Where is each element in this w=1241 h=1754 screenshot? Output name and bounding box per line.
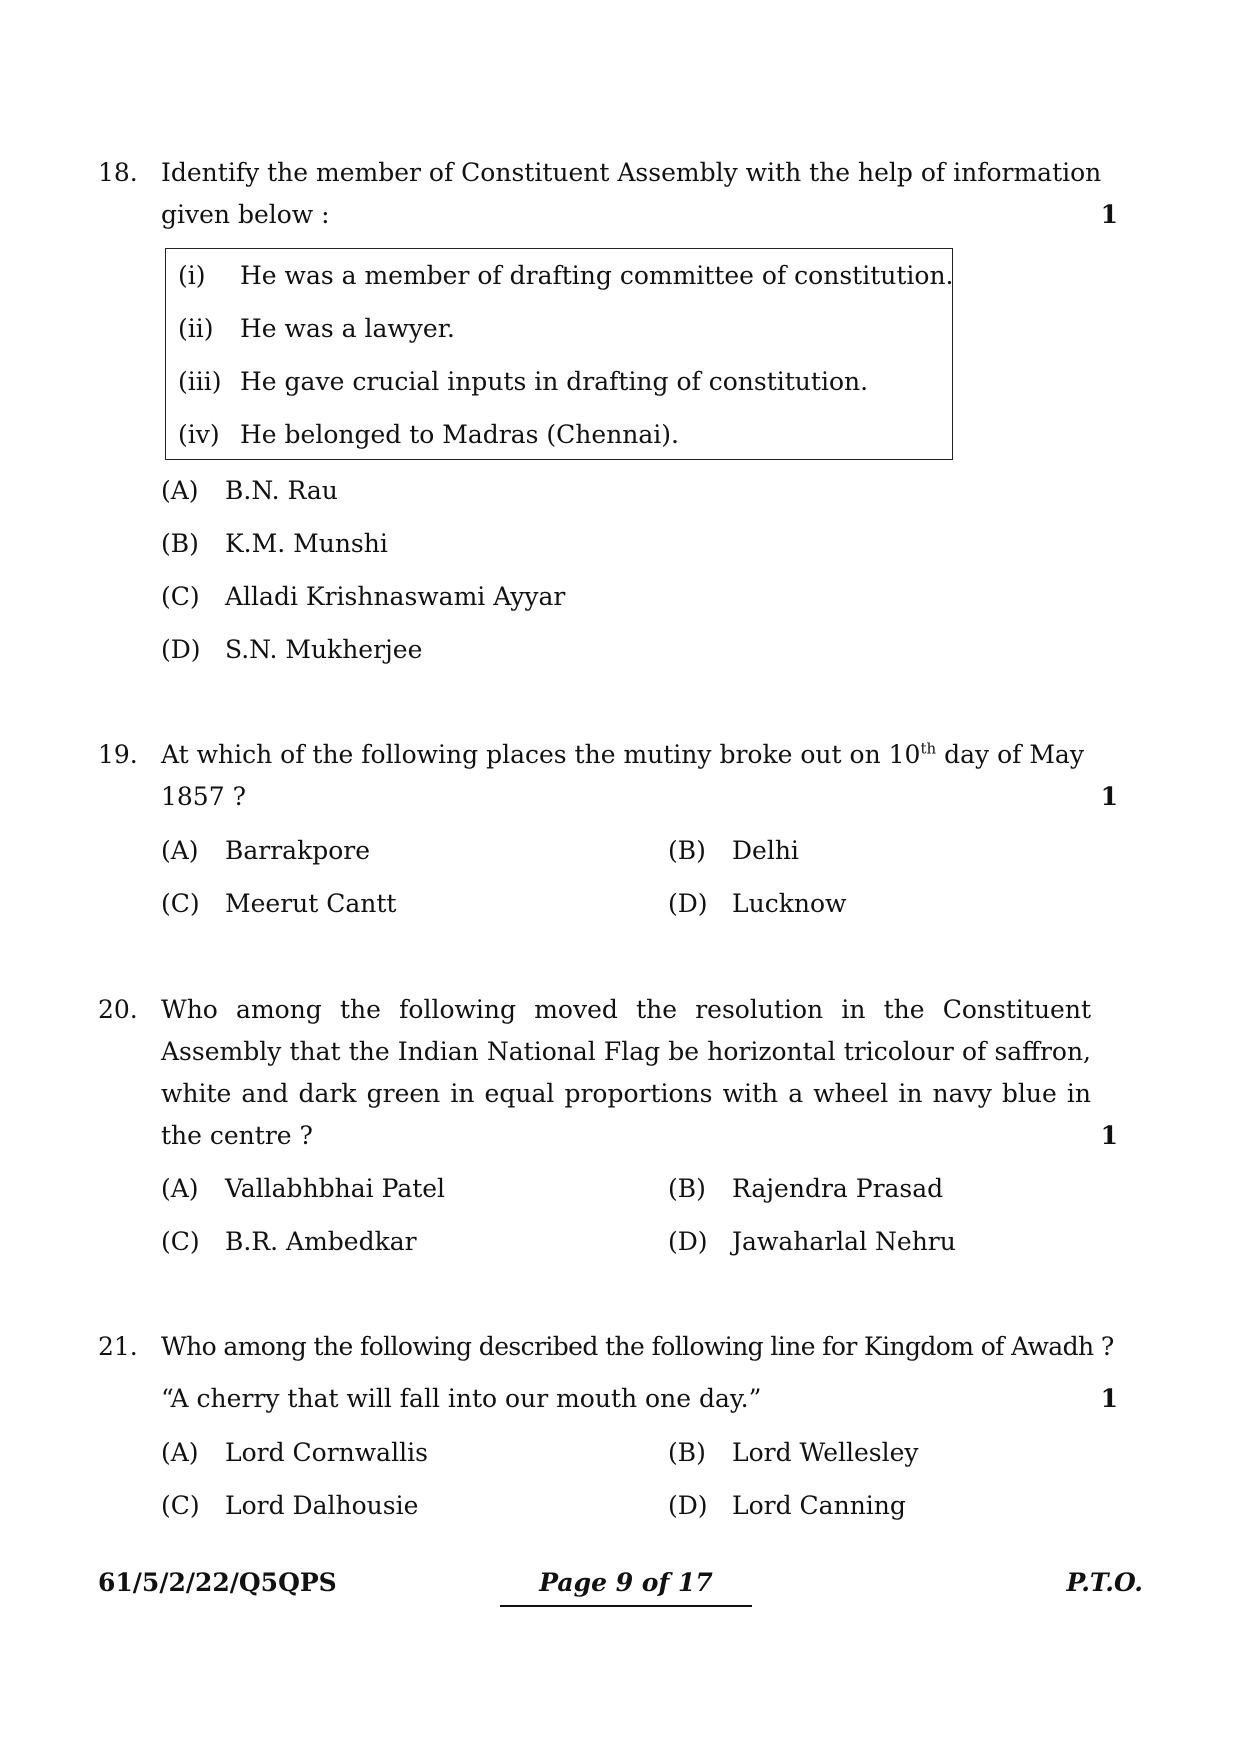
page-number: Page 9 of 17 <box>500 1568 752 1607</box>
question-text: white and dark green in equal proportions with a wheel in navy blue in <box>161 1079 1091 1108</box>
option-b[interactable]: (B) K.M. Munshi <box>161 529 388 558</box>
question-text: Identify the member of Constituent Assembly with the help of information <box>161 158 1102 187</box>
question-text: At which of the following places the mutiny broke out on 10th day of May <box>161 739 1084 769</box>
question-number: 21. <box>98 1332 138 1361</box>
option-b[interactable]: (B) Lord Wellesley <box>668 1438 919 1467</box>
question-text: given below : <box>161 200 330 229</box>
option-c[interactable]: (C) Alladi Krishnaswami Ayyar <box>161 582 566 611</box>
question-text: 1857 ? <box>161 782 246 811</box>
question-number: 18. <box>98 158 138 187</box>
option-d[interactable]: (D) Jawaharlal Nehru <box>668 1227 956 1256</box>
info-item: (i) He was a member of drafting committee of constitution. <box>178 261 954 290</box>
option-c[interactable]: (C) B.R. Ambedkar <box>161 1227 417 1256</box>
please-turn-over: P.T.O. <box>1066 1568 1143 1597</box>
info-item: (ii) He was a lawyer. <box>178 314 455 343</box>
option-b[interactable]: (B) Rajendra Prasad <box>668 1174 944 1203</box>
marks: 1 <box>1100 1384 1118 1413</box>
option-d[interactable]: (D) S.N. Mukherjee <box>161 635 423 664</box>
question-text: Who among the following described the following line for Kingdom of Awadh ? <box>161 1332 1114 1361</box>
option-a[interactable]: (A) Barrakpore <box>161 836 371 865</box>
info-item: (iii) He gave crucial inputs in drafting of constitution. <box>178 367 869 396</box>
option-d[interactable]: (D) Lord Canning <box>668 1491 906 1520</box>
option-c[interactable]: (C) Lord Dalhousie <box>161 1491 419 1520</box>
question-number: 20. <box>98 995 138 1024</box>
marks: 1 <box>1100 200 1118 229</box>
option-d[interactable]: (D) Lucknow <box>668 889 847 918</box>
info-box <box>165 248 953 460</box>
marks: 1 <box>1100 782 1118 811</box>
question-text: the centre ? <box>161 1121 313 1150</box>
option-c[interactable]: (C) Meerut Cantt <box>161 889 397 918</box>
question-text: Who among the following moved the resolution in the Constituent <box>161 995 1091 1024</box>
info-item: (iv) He belonged to Madras (Chennai). <box>178 420 680 449</box>
option-b[interactable]: (B) Delhi <box>668 836 799 865</box>
option-a[interactable]: (A) Lord Cornwallis <box>161 1438 428 1467</box>
marks: 1 <box>1100 1121 1118 1150</box>
option-a[interactable]: (A) B.N. Rau <box>161 476 338 505</box>
paper-code: 61/5/2/22/Q5QPS <box>98 1568 337 1597</box>
question-number: 19. <box>98 740 138 769</box>
question-text: Assembly that the Indian National Flag be horizontal tricolour of saffron, <box>161 1037 1091 1066</box>
option-a[interactable]: (A) Vallabhbhai Patel <box>161 1174 446 1203</box>
question-text: “A cherry that will fall into our mouth one day.” <box>161 1384 762 1413</box>
